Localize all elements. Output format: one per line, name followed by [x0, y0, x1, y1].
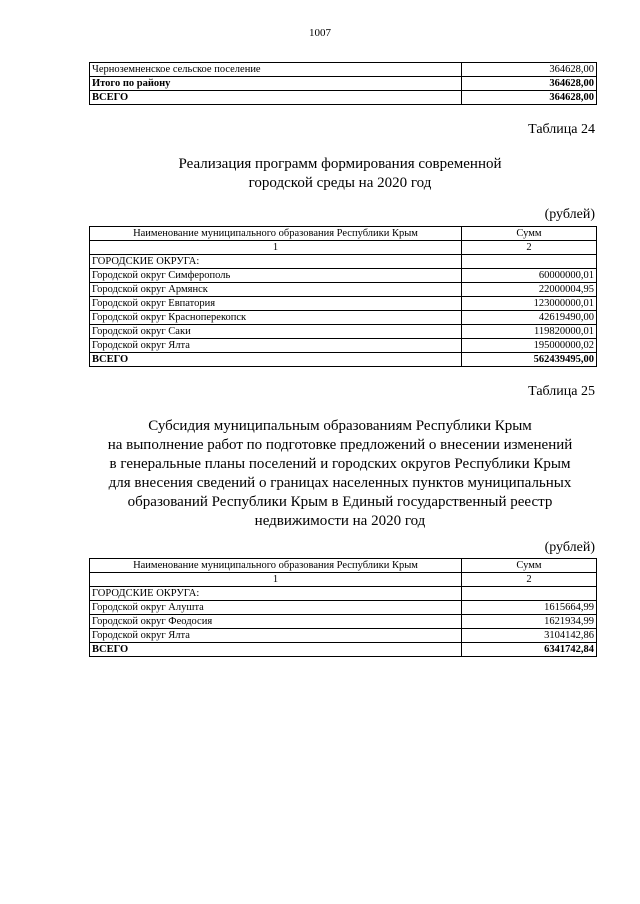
column-header-sum: Сумм — [462, 559, 597, 573]
table-25-title — [60, 417, 620, 531]
table-row — [90, 629, 597, 643]
table-row — [90, 339, 597, 353]
row-value: 119820000,01 — [462, 325, 597, 339]
continuation-table — [89, 62, 597, 105]
column-header-name: Наименование муниципального образования Республики Крым — [90, 227, 462, 241]
index-row — [90, 573, 597, 587]
title-line: в генеральные планы поселений и городских округов Республики Крым — [109, 456, 571, 472]
row-name: Городской округ Саки — [90, 325, 462, 339]
index-cell: 1 — [90, 573, 462, 587]
row-name: ВСЕГО — [90, 91, 462, 105]
group-row — [90, 587, 597, 601]
row-value: 562439495,00 — [462, 353, 597, 367]
header-row — [90, 227, 597, 241]
total-row — [90, 91, 597, 105]
header-row — [90, 559, 597, 573]
table-24-units: (рублей) — [544, 207, 595, 222]
column-header-sum: Сумм — [462, 227, 597, 241]
subtotal-row — [90, 77, 597, 91]
column-header-name: Наименование муниципального образования Республики Крым — [90, 559, 462, 573]
group-label: ГОРОДСКИЕ ОКРУГА: — [90, 587, 462, 601]
row-value: 195000000,02 — [462, 339, 597, 353]
table-row — [90, 311, 597, 325]
row-value: 22000004,95 — [462, 283, 597, 297]
table-25-label: Таблица 25 — [528, 384, 595, 399]
empty-cell — [462, 255, 597, 269]
table-row — [90, 63, 597, 77]
row-name: Городской округ Феодосия — [90, 615, 462, 629]
table-24-title — [60, 155, 620, 193]
group-row — [90, 255, 597, 269]
row-value: 42619490,00 — [462, 311, 597, 325]
table-24-label: Таблица 24 — [528, 122, 595, 137]
page-number: 1007 — [309, 27, 331, 39]
table-25 — [89, 558, 597, 657]
row-name: Городской округ Красноперекопск — [90, 311, 462, 325]
index-row — [90, 241, 597, 255]
row-name: Черноземненское сельское поселение — [90, 63, 462, 77]
row-value: 3104142,86 — [462, 629, 597, 643]
row-name: Городской округ Ялта — [90, 339, 462, 353]
title-line: Субсидия муниципальным образованиям Республики Крым — [148, 418, 532, 434]
row-value: 1621934,99 — [462, 615, 597, 629]
index-cell: 2 — [462, 241, 597, 255]
title-line: образований Республики Крым в Единый государственный реестр — [127, 494, 553, 510]
row-value: 1615664,99 — [462, 601, 597, 615]
row-name: Городской округ Ялта — [90, 629, 462, 643]
empty-cell — [462, 587, 597, 601]
row-value: 364628,00 — [462, 63, 597, 77]
total-row — [90, 643, 597, 657]
row-name: Городской округ Евпатория — [90, 297, 462, 311]
row-name: Городской округ Армянск — [90, 283, 462, 297]
table-24 — [89, 226, 597, 367]
row-name: ВСЕГО — [90, 353, 462, 367]
title-line: на выполнение работ по подготовке предложений о внесении изменений — [107, 437, 573, 453]
table-row — [90, 269, 597, 283]
row-value: 123000000,01 — [462, 297, 597, 311]
row-name: Городской округ Симферополь — [90, 269, 462, 283]
title-line: городской среды на 2020 год — [248, 175, 432, 191]
table-25-units: (рублей) — [544, 540, 595, 555]
row-name: Итого по району — [90, 77, 462, 91]
table-row — [90, 601, 597, 615]
row-value: 364628,00 — [462, 91, 597, 105]
row-value: 6341742,84 — [462, 643, 597, 657]
row-name: Городской округ Алушта — [90, 601, 462, 615]
table-row — [90, 615, 597, 629]
index-cell: 2 — [462, 573, 597, 587]
row-name: ВСЕГО — [90, 643, 462, 657]
table-row — [90, 297, 597, 311]
row-value: 364628,00 — [462, 77, 597, 91]
title-line: для внесения сведений о границах населенных пунктов муниципальных — [108, 475, 572, 491]
row-value: 60000000,01 — [462, 269, 597, 283]
total-row — [90, 353, 597, 367]
index-cell: 1 — [90, 241, 462, 255]
title-line: Реализация программ формирования современной — [178, 156, 502, 172]
group-label: ГОРОДСКИЕ ОКРУГА: — [90, 255, 462, 269]
table-row — [90, 325, 597, 339]
title-line: недвижимости на 2020 год — [254, 513, 426, 529]
table-row — [90, 283, 597, 297]
